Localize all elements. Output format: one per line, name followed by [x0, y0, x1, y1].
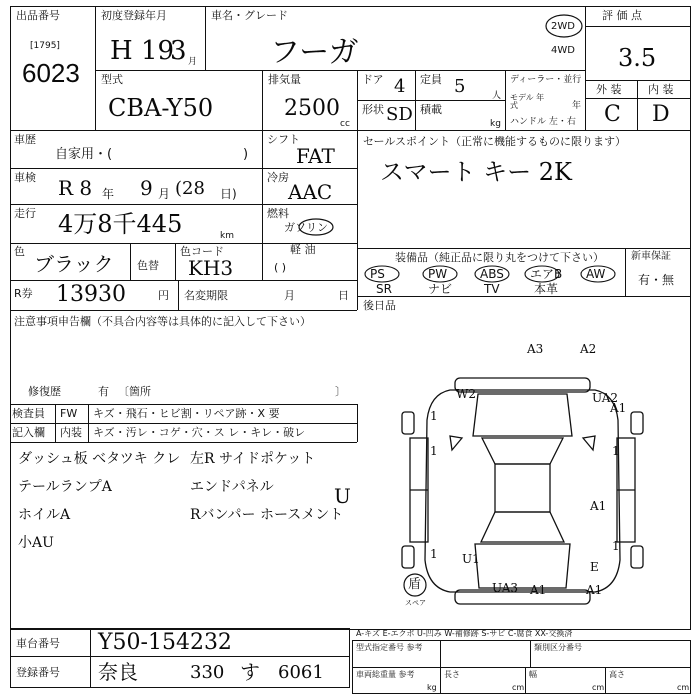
ac-label: 冷房 [267, 171, 289, 184]
equipment-item: PS [370, 267, 385, 281]
handwritten-note: 小AU [18, 535, 54, 551]
plate-number: 6061 [278, 662, 324, 683]
handwritten-note: エンドパネル [190, 479, 274, 495]
model-value: CBA-Y50 [108, 94, 214, 122]
after-label: 後日品 [363, 299, 396, 312]
equipment-item: TV [484, 282, 500, 296]
shape-value: SD [386, 104, 413, 125]
color-type-label: 色替 [137, 259, 159, 272]
handwritten-note: 左R サイドポケット [190, 451, 316, 467]
damage-mark: 1 [612, 444, 620, 458]
length-unit: cm [512, 683, 525, 692]
equipment-item: 本革 [534, 282, 559, 296]
inspection-label: 車検 [14, 171, 36, 184]
damage-mark: U1 [462, 552, 480, 566]
fuel-label: 燃料 [267, 207, 289, 220]
equipment-item: SR [376, 282, 392, 296]
reg-month-unit: 月 [188, 57, 198, 67]
deadline-month: 月 [284, 289, 295, 302]
model-label: 型式 [101, 73, 123, 86]
shape-label: 形状 [362, 103, 384, 116]
cc-value: 2500 [284, 96, 340, 121]
notes-label: 注意事項申告欄（不具合内容等は具体的に記入して下さい） [14, 315, 311, 328]
cc-label: 排気量 [268, 73, 301, 86]
shift-value: FAT [296, 144, 335, 168]
inspector-label-2: 記入欄 [12, 426, 45, 439]
score-value: 3.5 [618, 44, 657, 72]
ext-value: C [604, 102, 621, 127]
int-value: D [652, 102, 670, 127]
damage-mark: A1 [610, 401, 627, 415]
history-value: 自家用・( [55, 147, 113, 162]
drive-4wd: 4WD [551, 45, 575, 56]
damage-mark: A1 [530, 583, 547, 597]
model-year-label: モデル 年式 [510, 93, 545, 110]
car-name: フーガ [270, 35, 359, 70]
warranty-value: 有・無 [638, 273, 675, 287]
equipment-circle [472, 264, 512, 284]
class-label: 類別区分番号 [534, 643, 582, 652]
damage-mark: 1 [612, 539, 620, 553]
equipment-item: ナビ [428, 282, 453, 296]
handwritten-bracket: U [334, 484, 351, 508]
lot-sub: [1795] [30, 41, 60, 51]
name-label: 車名・グレード [211, 9, 288, 22]
equipment-item: エアB [530, 267, 563, 281]
handwritten-note: テールランプA [18, 479, 112, 495]
plate-label: 登録番号 [16, 666, 60, 679]
selling-label: セールスポイント（正常に機能するものに限ります） [363, 135, 627, 148]
equipment-circle [522, 264, 562, 284]
inspection-year-unit: 年 [102, 187, 115, 201]
int-insp-items: キズ・汚レ・コゲ・穴・ス レ・キレ・破レ [93, 426, 306, 439]
damage-mark: A3 [527, 342, 544, 356]
ac-value: AAC [288, 180, 333, 204]
damage-mark: A1 [590, 499, 607, 513]
reg-label: 初度登録年月 [101, 9, 167, 22]
spare-mark: 盾 [408, 577, 422, 592]
mileage-unit: km [220, 231, 234, 241]
history-close: ) [243, 147, 249, 162]
fw-items: キズ・飛石・ヒビ割・リペア跡・X 要 [93, 407, 280, 420]
drive-2wd: 2WD [551, 21, 575, 32]
damage-mark: UA2 [592, 391, 619, 405]
damage-mark: A2 [580, 342, 597, 356]
model-year-unit: 年 [572, 101, 582, 111]
inspection-era: R 8 [58, 176, 93, 200]
drive-circle-mark [543, 12, 585, 40]
color-label: 色 [14, 245, 25, 258]
fuel-circle-mark [296, 216, 336, 238]
equipment-item: PW [428, 267, 448, 281]
mileage-value: 4万8千445 [58, 210, 183, 238]
height-label: 高さ [609, 670, 625, 679]
capacity-value: 5 [454, 76, 466, 97]
lot-label: 出品番号 [16, 9, 60, 22]
ext-label: 外 装 [596, 83, 622, 96]
int-insp-label: 内装 [60, 426, 82, 439]
damage-mark: E [590, 560, 599, 574]
repair-close: 〕 [335, 385, 346, 398]
score-label: 評 価 点 [602, 9, 642, 22]
color-value: ブラック [34, 252, 114, 276]
damage-mark: UA3 [492, 581, 519, 595]
inspection-day-unit: 日) [220, 187, 237, 201]
width-label: 幅 [529, 670, 537, 679]
color-code-value: KH3 [188, 256, 234, 280]
plate-area: 奈良 [98, 660, 138, 684]
chassis-value: Y50-154232 [98, 630, 232, 655]
reg-month: 3 [170, 36, 187, 66]
equipment-item: ABS [480, 267, 504, 281]
dealer-label: ディーラー・並行 [510, 75, 582, 85]
shift-label: シフト [267, 133, 300, 146]
cc-unit: cc [340, 119, 350, 129]
weight-unit: kg [427, 683, 437, 692]
recycle-value: 13930 [56, 282, 126, 307]
load-label: 積載 [420, 103, 442, 116]
handwritten-note: ダッシュ板 ベタツキ クレ [18, 451, 181, 467]
equipment-label: 装備品（純正品に限り丸をつけて下さい） [395, 251, 604, 264]
fuel-gas: ガソリン [284, 221, 328, 234]
equipment-circle [578, 264, 618, 284]
inspection-day: (28 [175, 178, 205, 199]
load-unit: kg [490, 119, 501, 129]
selling-value: スマート キー 2K [380, 158, 572, 186]
fw-label: FW [60, 407, 78, 420]
spare-label: スペア [405, 599, 426, 607]
warranty-label: 新車保証 [631, 251, 671, 262]
weight-label: 車両総重量 参考 [356, 670, 415, 679]
capacity-unit: 人 [492, 91, 502, 101]
handwritten-note: ホイルA [18, 507, 71, 523]
deadline-label: 名変期限 [184, 289, 228, 302]
length-label: 長さ [444, 670, 460, 679]
equipment-item: AW [586, 267, 606, 281]
recycle-label: R券 [14, 287, 33, 300]
damage-mark: 1 [430, 409, 438, 423]
plate-class: 330 [190, 662, 225, 683]
official-label: 型式指定番号 参考 [356, 643, 423, 652]
damage-mark: W2 [456, 387, 476, 401]
int-label: 内 装 [648, 83, 674, 96]
handle-label: ハンドル 左・右 [510, 117, 576, 127]
lot-number: 6023 [22, 58, 80, 88]
inspection-month: 9 [140, 176, 153, 200]
recycle-unit: 円 [158, 289, 169, 302]
legend-text: A-キズ E-エクボ U-凹み W-補修跡 S-サビ C-腐食 XX-交換済 [356, 629, 573, 638]
equipment-circle [420, 264, 460, 284]
equipment-circle [362, 264, 402, 284]
damage-mark: 1 [430, 547, 438, 561]
repair-bracket: 〔箇所 [118, 385, 151, 398]
inspector-label-1: 検査員 [12, 407, 45, 420]
width-unit: cm [592, 683, 605, 692]
damage-mark: 1 [430, 444, 438, 458]
color-code-label: 色コード [180, 245, 224, 258]
deadline-day: 日 [338, 289, 349, 302]
handwritten-note: Rバンパー ホースメント [190, 507, 344, 523]
fuel-diesel: 軽 油 [290, 243, 316, 256]
capacity-label: 定員 [420, 73, 442, 86]
chassis-label: 車台番号 [16, 637, 60, 650]
plate-kana: す [240, 660, 260, 684]
inspection-month-unit: 月 [158, 187, 171, 201]
repair-label: 修復歴 [28, 385, 61, 398]
reg-year: H 19 [110, 36, 175, 66]
damage-mark: A1 [586, 583, 603, 597]
height-unit: cm [677, 683, 690, 692]
door-label: ドア [362, 73, 384, 86]
mileage-label: 走行 [14, 207, 36, 220]
door-value: 4 [394, 76, 406, 97]
repair-value: 有 [98, 385, 109, 398]
history-label: 車歴 [14, 133, 36, 146]
fuel-paren: ( ) [274, 261, 287, 274]
